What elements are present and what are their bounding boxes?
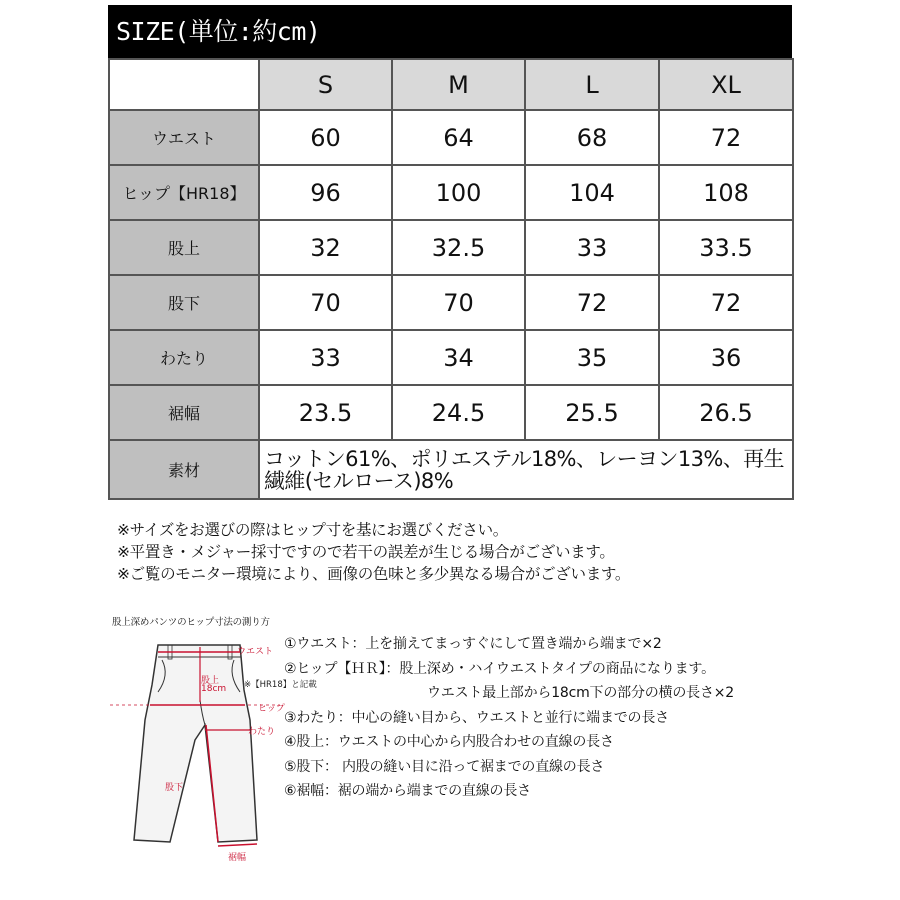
note-line: ※ご覧のモニター環境により、画像の色味と多少異なる場合がございます。: [117, 565, 631, 583]
desc-line: ⑤股下： 内股の縫い目に沿って裾までの直線の長さ: [284, 758, 605, 775]
desc-line: ④股上：ウエストの中心から内股合わせの直線の長さ: [284, 734, 614, 750]
table-cell: 100: [392, 165, 525, 220]
table-cell: 35: [525, 330, 659, 385]
desc-line: ⑥裾幅：裾の端から端までの直線の長さ: [284, 783, 531, 799]
diagram-title: 股上深めパンツのヒップ寸法の測り方: [112, 617, 270, 628]
material-line-1: コットン61%、ポリエステル18%、レーヨン13%、再生: [264, 446, 784, 471]
hem-measure-line: [218, 844, 257, 846]
size-header-row: [109, 59, 793, 110]
row-label-material: 素材: [109, 440, 259, 499]
label-hem: 裾幅: [228, 853, 247, 863]
row-label-waist: ウエスト: [109, 110, 259, 165]
size-header-m: M: [392, 59, 525, 110]
table-cell: 34: [392, 330, 525, 385]
pants-measurement-illustration: [110, 630, 280, 865]
row-label-inseam: 股下: [109, 275, 259, 330]
table-cell: 25.5: [525, 385, 659, 440]
table-cell: 24.5: [392, 385, 525, 440]
label-rise: 股上: [201, 676, 220, 686]
note-line: ※平置き・メジャー採寸ですので若干の誤差が生じる場合がございます。: [117, 543, 615, 561]
row-label-rise: 股上: [109, 220, 259, 275]
pants-outline: [134, 645, 257, 842]
table-cell: 26.5: [659, 385, 793, 440]
size-header-xl: XL: [659, 59, 793, 110]
table-cell: 36: [659, 330, 793, 385]
material-value: [259, 440, 793, 499]
desc-line: ①ウエスト：上を揃えてまっすぐにして置き端から端まで×2: [284, 636, 662, 652]
table-row: [109, 385, 793, 440]
table-cell: 72: [525, 275, 659, 330]
label-inseam: 股下: [165, 783, 184, 793]
table-cell: 96: [259, 165, 392, 220]
table-cell: 68: [525, 110, 659, 165]
table-cell: 108: [659, 165, 793, 220]
table-row: [109, 165, 793, 220]
header-blank-cell: [109, 59, 259, 110]
table-cell: 70: [392, 275, 525, 330]
table-row: [109, 220, 793, 275]
row-label-hip: ヒップ【HR18】: [109, 165, 259, 220]
table-row: [109, 110, 793, 165]
size-header-s: S: [259, 59, 392, 110]
desc-line: ③わたり：中心の縫い目から、ウエストと並行に端までの長さ: [284, 709, 669, 726]
label-rise-cm: 18cm: [201, 684, 227, 694]
row-label-hem: 裾幅: [109, 385, 259, 440]
label-waist: ウエスト: [237, 647, 274, 657]
note-line: ※サイズをお選びの際はヒップ寸を基にお選びください。: [117, 521, 508, 539]
measurement-descriptions: [284, 632, 734, 804]
label-hip: ヒップ: [258, 704, 285, 714]
material-line-2: 繊維(セルロース)8%: [264, 468, 454, 493]
table-row: [109, 330, 793, 385]
table-cell: 64: [392, 110, 525, 165]
table-cell: 33.5: [659, 220, 793, 275]
label-hr-note: ※【HR18】と記載: [244, 680, 317, 690]
table-cell: 23.5: [259, 385, 392, 440]
table-cell: 33: [259, 330, 392, 385]
table-cell: 70: [259, 275, 392, 330]
table-cell: 32: [259, 220, 392, 275]
desc-line: ②ヒップ【ＨＲ】：股上深め・ハイウエストタイプの商品になります。: [284, 660, 715, 677]
size-notes: [117, 519, 630, 585]
table-cell: 60: [259, 110, 392, 165]
table-cell: 32.5: [392, 220, 525, 275]
table-cell: 33: [525, 220, 659, 275]
desc-line: ウエスト最上部から18cm下の部分の横の長さ×2: [427, 685, 734, 701]
label-thigh: わたり: [248, 727, 276, 737]
table-cell: 72: [659, 275, 793, 330]
size-header-l: L: [525, 59, 659, 110]
material-row: [109, 440, 793, 499]
size-table: [108, 58, 794, 500]
table-cell: 72: [659, 110, 793, 165]
size-table-title: SIZE(単位:約cm): [108, 5, 792, 58]
table-cell: 104: [525, 165, 659, 220]
row-label-thigh: わたり: [109, 330, 259, 385]
table-row: [109, 275, 793, 330]
